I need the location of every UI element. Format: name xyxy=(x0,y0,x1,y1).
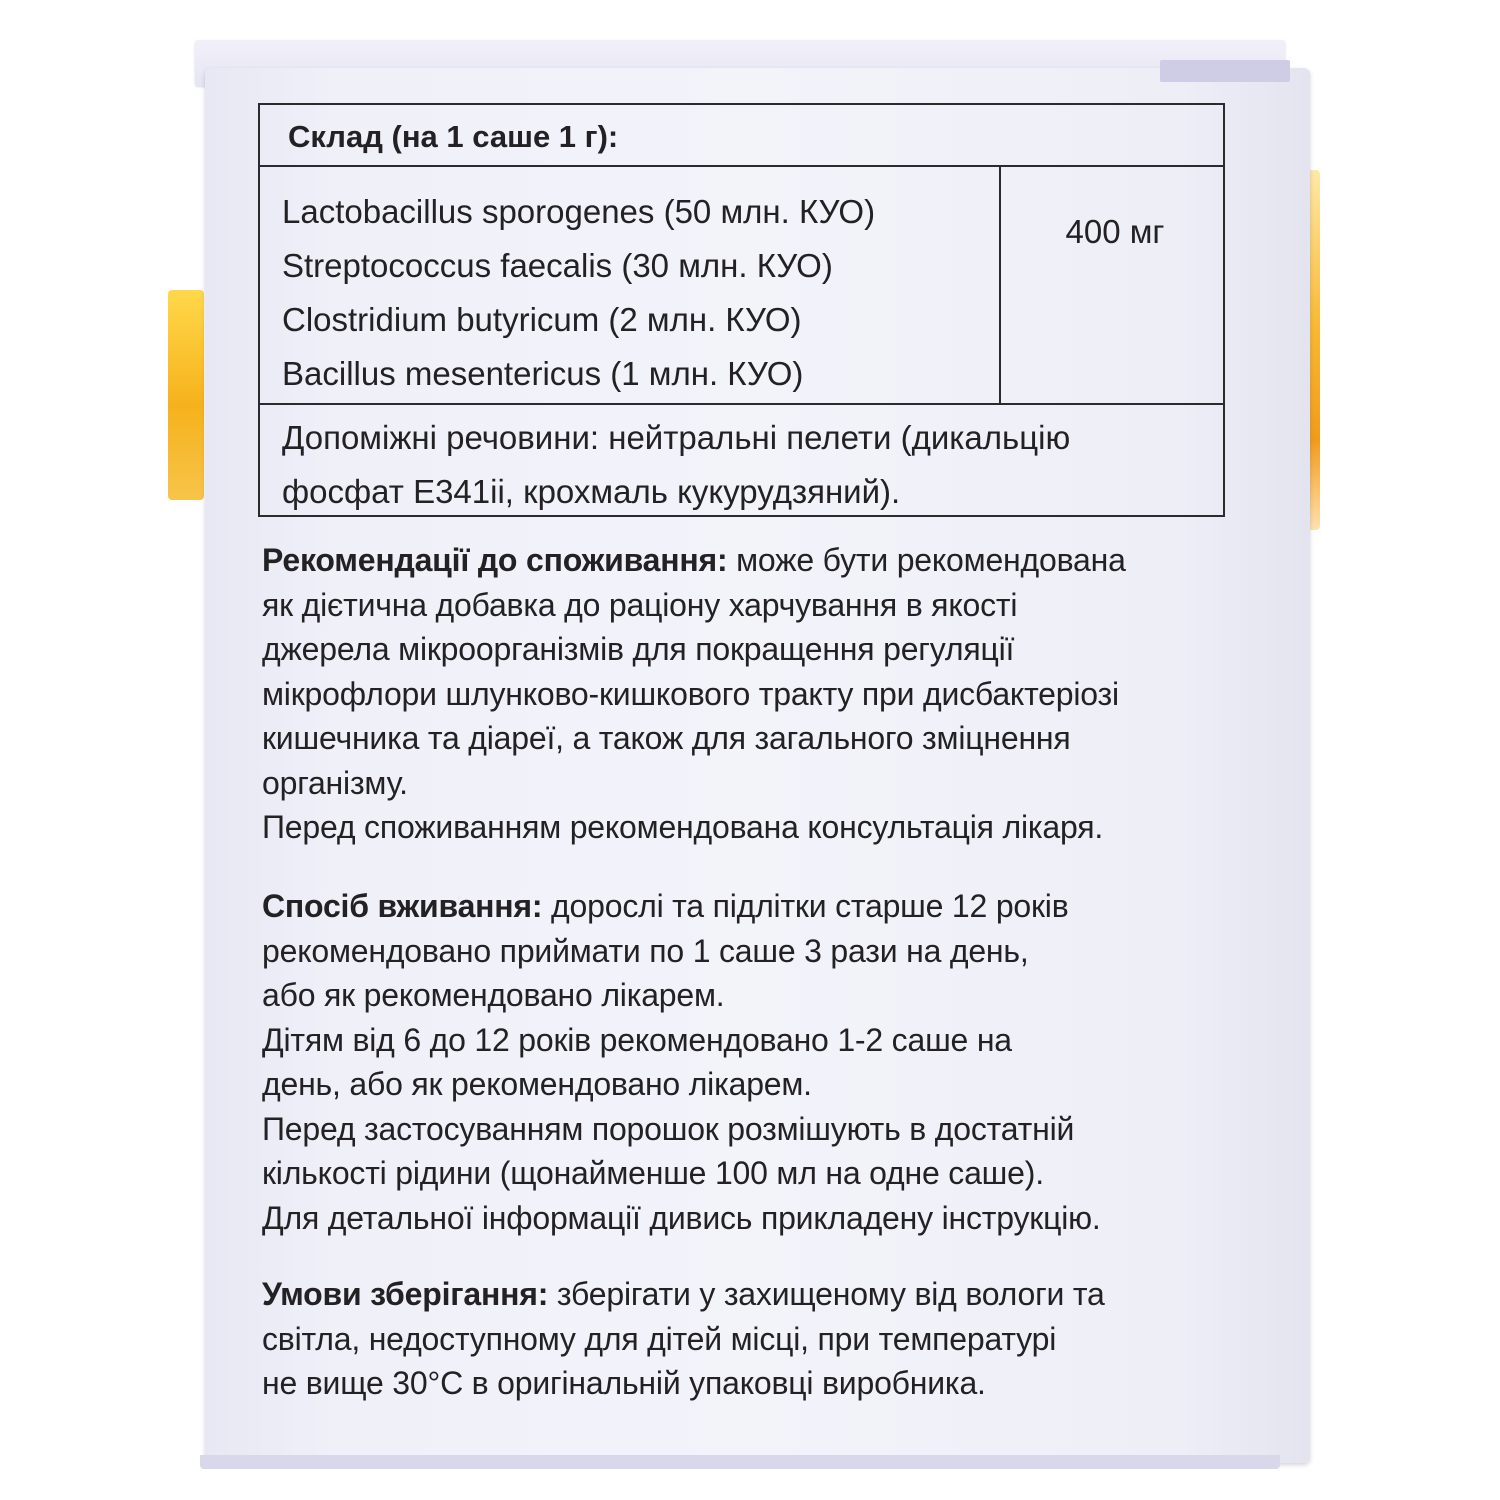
storage-line: світла, недоступному для дітей місці, при температурі xyxy=(262,1320,1057,1357)
recommendations-text: може бути рекомендована xyxy=(727,542,1126,578)
ingredients-list xyxy=(282,185,992,401)
package-bottom-flap xyxy=(200,1455,1280,1469)
excipients-text xyxy=(282,411,1202,519)
ingredient-item: Bacillus mesentericus (1 млн. КУО) xyxy=(282,355,804,392)
storage-first-line xyxy=(262,1272,1252,1317)
recommendations-line: організму. xyxy=(262,764,408,801)
storage-text: зберігати у захищеному від вологи та xyxy=(548,1276,1105,1312)
excipients-line: Допоміжні речовини: нейтральні пелети (дикальцію xyxy=(282,419,1071,456)
usage-text: дорослі та підлітки старше 12 років xyxy=(542,888,1069,924)
usage-line: рекомендовано приймати по 1 саше 3 рази на день, xyxy=(262,932,1029,969)
storage-label: Умови зберігання: xyxy=(262,1276,549,1312)
recommendations-line: як дієтична добавка до раціону харчування в якості xyxy=(262,586,1018,623)
package-flap-edge xyxy=(1160,60,1290,82)
storage-section xyxy=(262,1272,1252,1406)
recommendations-line: джерела мікроорганізмів для покращення регуляції xyxy=(262,631,1015,667)
recommendations-line: мікрофлори шлунково-кишкового тракту при дисбактеріозі xyxy=(262,675,1119,712)
dose-value: 400 мг xyxy=(1065,213,1165,250)
composition-header-row xyxy=(260,105,1223,167)
usage-line: або як рекомендовано лікарем. xyxy=(262,977,725,1013)
usage-label: Спосіб вживання: xyxy=(262,888,543,924)
recommendations-line: кишечника та діареї, а також для загального зміцнення xyxy=(262,720,1071,756)
storage-line: не вище 30°С в оригінальній упаковці виробника. xyxy=(262,1365,986,1401)
column-divider xyxy=(999,167,1001,403)
recommendations-first-line xyxy=(262,538,1252,583)
usage-line: день, або як рекомендовано лікарем. xyxy=(262,1066,812,1102)
recommendations-section xyxy=(262,538,1252,850)
recommendations-line: Перед споживанням рекомендована консультація лікаря. xyxy=(262,809,1104,845)
ingredient-item: Lactobacillus sporogenes (50 млн. КУО) xyxy=(282,193,876,230)
usage-line: кількості рідини (щонайменше 100 мл на одне саше). xyxy=(262,1155,1044,1191)
composition-table xyxy=(258,103,1225,517)
ingredient-item: Streptococcus faecalis (30 млн. КУО) xyxy=(282,247,833,284)
composition-ingredients-row xyxy=(260,167,1223,405)
usage-section xyxy=(262,884,1252,1240)
ingredient-item: Clostridium butyricum (2 млн. КУО) xyxy=(282,301,802,338)
usage-first-line xyxy=(262,884,1252,929)
package-accent-left xyxy=(168,290,204,500)
excipients-line: фосфат Е341іі, крохмаль кукурудзяний). xyxy=(282,473,901,510)
composition-heading: Склад (на 1 саше 1 г): xyxy=(288,119,619,154)
usage-line: Для детальної інформації дивись прикладену інструкцію. xyxy=(262,1199,1101,1236)
recommendations-label: Рекомендації до споживання: xyxy=(262,542,728,578)
usage-line: Перед застосуванням порошок розмішують в достатній xyxy=(262,1110,1075,1147)
usage-line: Дітям від 6 до 12 років рекомендовано 1-2 саше на xyxy=(262,1021,1012,1058)
